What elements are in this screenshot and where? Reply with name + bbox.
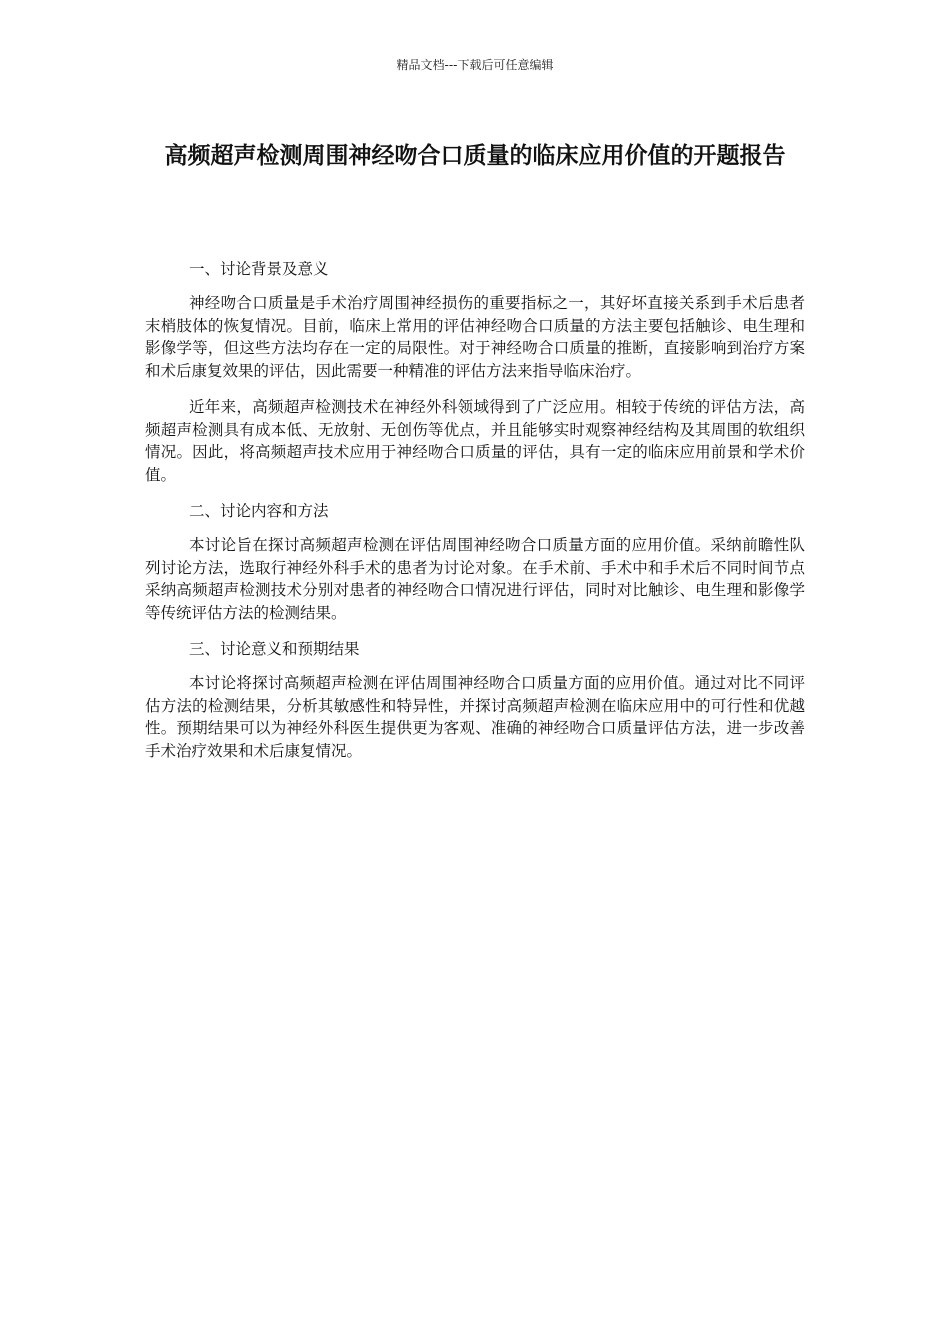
paragraph-background-1: 神经吻合口质量是手术治疗周围神经损伤的重要指标之一，其好坏直接关系到手术后患者末梢肢体的恢复情况。目前，临床上常用的评估神经吻合口质量的方法主要包括触诊、电生理和影像学等，但这些方法均存在一定的局限性。对于神经吻合口质量的推断，直接影响到治疗方案和术后康复效果的评估，因此需要一种精准的评估方法来指导临床治疗。 xyxy=(145,294,805,380)
section-heading-significance: 三、讨论意义和预期结果 xyxy=(189,640,360,658)
paragraph-significance-1: 本讨论将探讨高频超声检测在评估周围神经吻合口质量方面的应用价值。通过对比不同评估方法的检测结果，分析其敏感性和特异性，并探讨高频超声检测在临床应用中的可行性和优越性。预期结果可以为神经外科医生提供更为客观、准确的神经吻合口质量评估方法，进一步改善手术治疗效果和术后康复情况。 xyxy=(145,674,805,760)
paragraph-background-2: 近年来，高频超声检测技术在神经外科领域得到了广泛应用。相较于传统的评估方法，高频超声检测具有成本低、无放射、无创伤等优点，并且能够实时观察神经结构及其周围的软组织情况。因此，将高频超声技术应用于神经吻合口质量的评估，具有一定的临床应用前景和学术价值。 xyxy=(145,398,805,484)
document-title: 高频超声检测周围神经吻合口质量的临床应用价值的开题报告 xyxy=(164,143,786,169)
paragraph-methods-1: 本讨论旨在探讨高频超声检测在评估周围神经吻合口质量方面的应用价值。采纳前瞻性队列讨论方法，选取行神经外科手术的患者为讨论对象。在手术前、手术中和手术后不同时间节点采纳高频超声检测技术分别对患者的神经吻合口情况进行评估，同时对比触诊、电生理和影像学等传统评估方法的检测结果。 xyxy=(145,536,805,622)
section-heading-background: 一、讨论背景及意义 xyxy=(189,260,329,278)
document-body xyxy=(145,258,805,776)
section-heading-methods: 二、讨论内容和方法 xyxy=(189,502,329,520)
header-note: 精品文档---下载后可任意编辑 xyxy=(396,58,554,72)
